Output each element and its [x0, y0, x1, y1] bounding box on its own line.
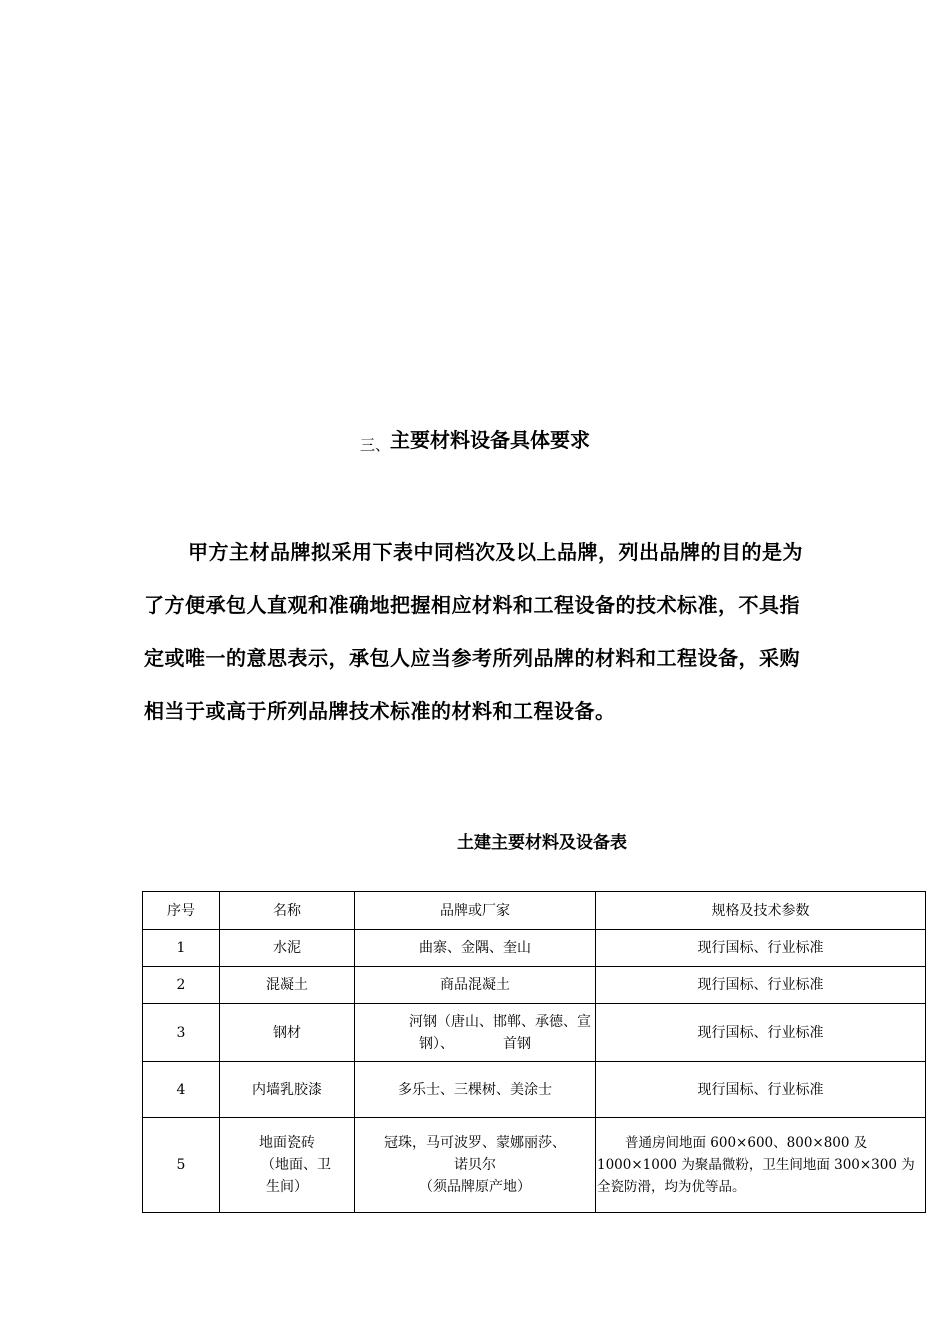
row-no: 3	[143, 1004, 220, 1062]
row-name-line: 地面瓷砖	[259, 1135, 315, 1151]
materials-table	[142, 891, 926, 1213]
row-no: 5	[143, 1118, 220, 1213]
row-name: 钢材	[220, 1004, 355, 1062]
table-row	[143, 967, 926, 1004]
table-row	[143, 1062, 926, 1118]
row-spec: 现行国标、行业标准	[596, 930, 926, 967]
row-no: 1	[143, 930, 220, 967]
row-no: 4	[143, 1062, 220, 1118]
row-brand: 多乐士、三棵树、美涂士	[355, 1062, 596, 1118]
row-spec: 普通房间地面 600×600、800×800 及 1000×1000 为聚晶微粉，卫生间地面 300×300 为全瓷防滑，均为优等品。	[596, 1118, 926, 1213]
row-spec: 现行国标、行业标准	[596, 1004, 926, 1062]
intro-paragraph: 甲方主材品牌拟采用下表中同档次及以上品牌，列出品牌的目的是为了方便承包人直观和准确地把握相应材料和工程设备的技术标准，不具指定或唯一的意思表示，承包人应当参考所列品牌的材料和工程设备，采购相当于或高于所列品牌技术标准的材料和工程设备。	[144, 540, 803, 723]
table-row	[143, 1004, 926, 1062]
table-header-row	[143, 892, 926, 930]
row-brand-line: 河钢（唐山、邯郸、承德、宣	[409, 1013, 591, 1030]
row-name: 水泥	[220, 930, 355, 967]
header-name: 名称	[220, 892, 355, 930]
section-number: 三、	[359, 436, 390, 454]
row-brand-line: 诺贝尔	[454, 1157, 496, 1173]
row-name: 混凝土	[220, 967, 355, 1004]
header-spec: 规格及技术参数	[596, 892, 926, 930]
row-name: 内墙乳胶漆	[220, 1062, 355, 1118]
row-brand: 曲寨、金隅、奎山	[355, 930, 596, 967]
row-brand	[355, 1004, 596, 1062]
row-spec: 现行国标、行业标准	[596, 967, 926, 1004]
row-no: 2	[143, 967, 220, 1004]
row-brand-line: 钢）、 首钢	[419, 1035, 531, 1052]
table-title: 土建主要材料及设备表	[457, 833, 627, 853]
row-brand: 商品混凝土	[355, 967, 596, 1004]
section-heading	[0, 424, 950, 455]
row-brand	[355, 1118, 596, 1213]
row-name-line: （地面、卫	[261, 1157, 331, 1173]
section-title: 主要材料设备具体要求	[390, 428, 590, 452]
table-row	[143, 1118, 926, 1213]
row-spec: 现行国标、行业标准	[596, 1062, 926, 1118]
header-brand: 品牌或厂家	[355, 892, 596, 930]
row-brand-line: 冠珠，马可波罗、蒙娜丽莎、	[384, 1135, 566, 1151]
row-name	[220, 1118, 355, 1213]
row-name-line: 生间）	[266, 1179, 308, 1195]
header-no: 序号	[143, 892, 220, 930]
table-row	[143, 930, 926, 967]
row-brand-line: （须品牌原产地）	[419, 1179, 531, 1195]
